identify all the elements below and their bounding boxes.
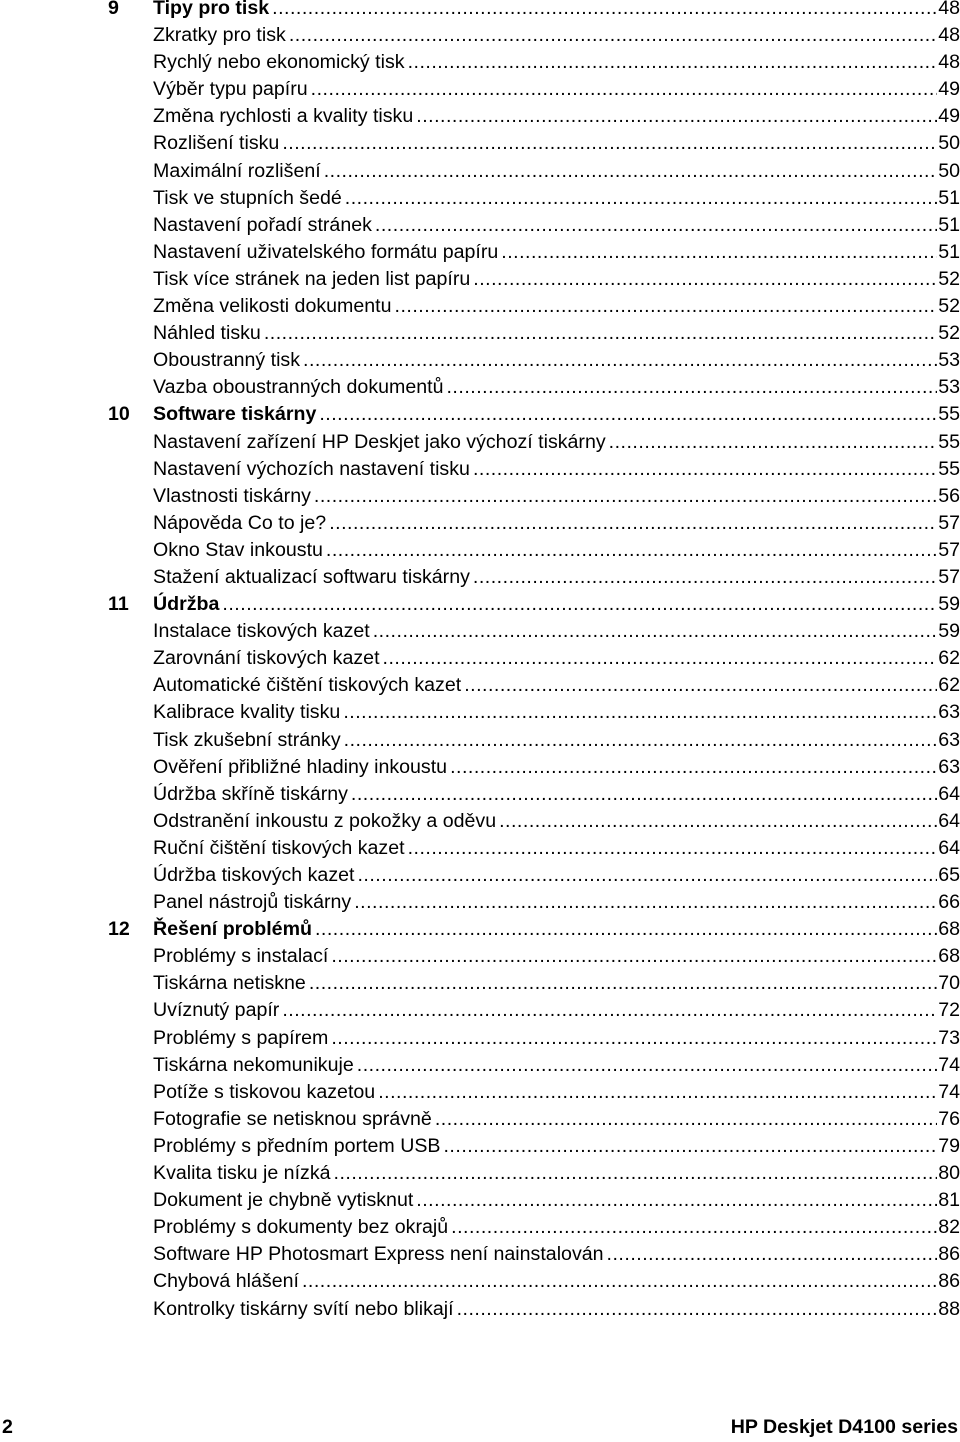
toc-entry-title: Problémy s předním portem USB	[153, 1134, 441, 1157]
toc-dot-leader	[329, 510, 937, 537]
toc-dot-leader	[609, 429, 938, 456]
toc-entry-title: Ruční čištění tiskových kazet	[153, 836, 405, 859]
toc-entry-title: Nastavení výchozích nastavení tisku	[153, 457, 470, 480]
toc-page-number: 74	[938, 1080, 960, 1103]
toc-entry-row[interactable]	[0, 781, 960, 808]
toc-page-number: 51	[938, 213, 960, 236]
toc-entry	[153, 1025, 960, 1052]
toc-entry	[153, 1187, 960, 1214]
footer-page-number: 2	[2, 1416, 13, 1438]
toc-entry-title: Problémy s papírem	[153, 1026, 329, 1049]
toc-dot-leader	[282, 130, 937, 157]
toc-entry-title: Tisk ve stupních šedé	[153, 186, 342, 209]
toc-dot-leader	[315, 916, 937, 943]
toc-page-number: 80	[938, 1162, 960, 1185]
toc-page-number: 59	[938, 593, 960, 616]
toc-entry-row[interactable]	[0, 1214, 960, 1241]
toc-page-number: 52	[938, 322, 960, 345]
toc-dot-leader	[416, 103, 937, 130]
toc-page-number: 53	[938, 376, 960, 399]
toc-entry-title: Oboustranný tisk	[153, 349, 301, 372]
toc-page-number: 73	[938, 1026, 960, 1049]
toc-entry-row[interactable]	[0, 645, 960, 672]
toc-entry-row[interactable]	[0, 76, 960, 103]
toc-entry	[153, 1106, 960, 1133]
toc-entry-row[interactable]	[0, 862, 960, 889]
toc-dot-leader	[309, 970, 937, 997]
toc-entry-title: Tiskárna nekomunikuje	[153, 1053, 354, 1076]
toc-chapter-row[interactable]	[0, 401, 960, 428]
toc-entry-row[interactable]	[0, 239, 960, 266]
toc-entry-title: Kalibrace kvality tisku	[153, 701, 341, 724]
toc-dot-leader	[607, 1241, 938, 1268]
toc-entry-row[interactable]	[0, 293, 960, 320]
toc-page-number: 48	[938, 0, 960, 19]
toc-page-number: 49	[938, 78, 960, 101]
toc-entry-row[interactable]	[0, 618, 960, 645]
toc-entry	[153, 537, 960, 564]
toc-entry-row[interactable]	[0, 970, 960, 997]
toc-entry-row[interactable]	[0, 1025, 960, 1052]
toc-entry	[153, 1241, 960, 1268]
toc-page-number: 65	[938, 864, 960, 886]
toc-entry	[153, 76, 960, 103]
toc-entry	[153, 835, 960, 862]
toc-page-number: 51	[938, 240, 960, 263]
toc-entry-row[interactable]	[0, 347, 960, 374]
toc-page-number: 49	[938, 105, 960, 128]
toc-entry	[153, 997, 960, 1024]
toc-page-number: 70	[938, 972, 960, 995]
toc-entry-row[interactable]	[0, 266, 960, 293]
toc-entry-row[interactable]	[0, 943, 960, 970]
toc-entry-row[interactable]	[0, 1052, 960, 1079]
toc-dot-leader	[314, 483, 937, 510]
toc-dot-leader	[375, 212, 937, 239]
toc-entry-row[interactable]	[0, 1296, 960, 1323]
toc-entry-row[interactable]	[0, 1241, 960, 1268]
toc-entry-title: Rychlý nebo ekonomický tisk	[153, 51, 405, 74]
toc-entry-title: Změna velikosti dokumentu	[153, 295, 392, 318]
toc-entry	[153, 1268, 960, 1295]
toc-dot-leader	[357, 1052, 937, 1079]
toc-page-number: 76	[938, 1107, 960, 1130]
toc-dot-leader	[324, 158, 938, 185]
toc-entry-title: Ověření přibližné hladiny inkoustu	[153, 755, 448, 778]
toc-entry-title: Vlastnosti tiskárny	[153, 484, 311, 507]
toc-entry-row[interactable]	[0, 103, 960, 130]
toc-dot-leader	[282, 997, 937, 1024]
toc-chapter-number: 9	[108, 0, 119, 19]
toc-entry	[153, 347, 960, 374]
toc-entry-title: Okno Stav inkoustu	[153, 538, 323, 561]
toc-dot-leader	[272, 0, 937, 22]
toc-entry-row[interactable]	[0, 374, 960, 401]
toc-entry	[153, 510, 960, 537]
toc-entry-row[interactable]	[0, 1079, 960, 1106]
toc-entry	[153, 808, 960, 835]
toc-entry-row[interactable]	[0, 699, 960, 726]
toc-entry	[153, 889, 960, 916]
toc-dot-leader	[446, 374, 937, 401]
toc-entry-row[interactable]	[0, 1106, 960, 1133]
toc-page-number: 51	[938, 186, 960, 209]
toc-dot-leader	[302, 1268, 937, 1295]
toc-entry-title: Potíže s tiskovou kazetou	[153, 1080, 376, 1103]
toc-page-number: 57	[938, 565, 960, 588]
toc-page-number: 86	[938, 1243, 960, 1266]
toc-entry-row[interactable]	[0, 564, 960, 591]
toc-entry	[153, 1133, 960, 1160]
toc-entry	[153, 22, 960, 49]
toc-entry-title: Problémy s dokumenty bez okrajů	[153, 1216, 449, 1239]
toc-entry-title: Řešení problémů	[153, 918, 312, 941]
toc-entry-row[interactable]	[0, 49, 960, 76]
toc-entry	[153, 754, 960, 781]
toc-entry-row[interactable]	[0, 754, 960, 781]
toc-entry-row[interactable]	[0, 22, 960, 49]
toc-entry-row[interactable]	[0, 130, 960, 157]
toc-entry	[153, 1079, 960, 1106]
toc-chapter-row[interactable]	[0, 0, 960, 22]
toc-entry-title: Tisk zkušební stránky	[153, 728, 341, 751]
toc-page-number: 62	[938, 674, 960, 697]
toc-page-number: 64	[938, 836, 960, 859]
toc-entry	[153, 429, 960, 456]
toc-entry-title: Automatické čištění tiskových kazet	[153, 674, 462, 697]
toc-entry-title: Údržba skříně tiskárny	[153, 782, 348, 805]
toc-chapter-number: 11	[108, 593, 129, 616]
toc-page-number: 88	[938, 1297, 960, 1320]
toc-entry-title: Tisk více stránek na jeden list papíru	[153, 267, 471, 290]
toc-dot-leader	[473, 266, 937, 293]
toc-page-number: 82	[938, 1216, 960, 1239]
toc-entry	[153, 916, 960, 943]
toc-entry-row[interactable]	[0, 997, 960, 1024]
toc-entry-title: Údržba tiskových kazet	[153, 864, 355, 886]
toc-dot-leader	[345, 185, 937, 212]
toc-entry	[153, 320, 960, 347]
toc-entry-row[interactable]	[0, 456, 960, 483]
toc-page-number: 52	[938, 295, 960, 318]
toc-dot-leader	[457, 1296, 938, 1323]
toc-entry-title: Software HP Photosmart Express není nainstalován	[153, 1243, 604, 1266]
toc-entry-title: Chybová hlášení	[153, 1270, 299, 1293]
toc-page-number: 57	[938, 511, 960, 534]
toc-entry-title: Změna rychlosti a kvality tisku	[153, 105, 414, 128]
toc-dot-leader	[408, 49, 938, 76]
toc-page-number: 79	[938, 1134, 960, 1157]
toc-page-number: 48	[938, 51, 960, 74]
toc-entry-row[interactable]	[0, 212, 960, 239]
footer-product-name: HP Deskjet D4100 series	[730, 1416, 958, 1438]
toc-page-number: 86	[938, 1270, 960, 1293]
toc-page-number: 63	[938, 755, 960, 778]
toc-entry-title: Kontrolky tiskárny svítí nebo blikají	[153, 1297, 454, 1320]
toc-entry-row[interactable]	[0, 158, 960, 185]
toc-entry-title: Dokument je chybně vytisknut	[153, 1189, 414, 1212]
toc-entry	[153, 943, 960, 970]
toc-entry-title: Údržba	[153, 593, 220, 616]
toc-page-number: 55	[938, 457, 960, 480]
toc-entry	[153, 862, 960, 889]
toc-entry	[153, 672, 960, 699]
toc-entry	[153, 970, 960, 997]
toc-dot-leader	[343, 699, 937, 726]
toc-entry	[153, 564, 960, 591]
toc-page-number: 52	[938, 267, 960, 290]
toc-page-number: 55	[938, 430, 960, 453]
toc-entry-row[interactable]	[0, 429, 960, 456]
toc-page-number: 66	[938, 891, 960, 914]
toc-dot-leader	[395, 293, 938, 320]
toc-entry-row[interactable]	[0, 1187, 960, 1214]
toc-entry	[153, 239, 960, 266]
toc-entry-row[interactable]	[0, 537, 960, 564]
toc-entry-row[interactable]	[0, 835, 960, 862]
toc-chapter-number: 10	[108, 403, 130, 426]
toc-entry-title: Nastavení zařízení HP Deskjet jako výchozí tiskárny	[153, 430, 606, 453]
toc-entry	[153, 1052, 960, 1079]
toc-entry-title: Software tiskárny	[153, 403, 317, 426]
toc-page-number: 50	[938, 132, 960, 155]
toc-entry	[153, 374, 960, 401]
toc-page-number: 62	[938, 647, 960, 670]
toc-dot-leader	[499, 808, 937, 835]
toc-entry-title: Tipy pro tisk	[153, 0, 270, 19]
toc-dot-leader	[311, 76, 938, 103]
toc-chapter-row[interactable]	[0, 591, 960, 618]
toc-page-number: 68	[938, 918, 960, 941]
toc-entry	[153, 401, 960, 428]
toc-page-number: 74	[938, 1053, 960, 1076]
toc-entry	[153, 727, 960, 754]
toc-dot-leader	[450, 754, 937, 781]
toc-entry-title: Maximální rozlišení	[153, 159, 321, 182]
toc-entry	[153, 1160, 960, 1187]
toc-dot-leader	[501, 239, 937, 266]
toc-entry-title: Náhled tisku	[153, 322, 261, 345]
toc-page-number: 68	[938, 945, 960, 968]
toc-page-number: 56	[938, 484, 960, 507]
toc-page-number: 50	[938, 159, 960, 182]
toc-page-number: 81	[938, 1189, 960, 1212]
toc-dot-leader	[443, 1133, 937, 1160]
toc-page-number: 55	[938, 403, 960, 426]
toc-entry	[153, 158, 960, 185]
toc-dot-leader	[319, 401, 937, 428]
toc-entry-row[interactable]	[0, 483, 960, 510]
toc-entry-title: Zkratky pro tisk	[153, 24, 286, 47]
toc-dot-leader	[331, 943, 937, 970]
toc-entry	[153, 645, 960, 672]
toc-page-number: 64	[938, 809, 960, 832]
toc-entry-title: Rozlišení tisku	[153, 132, 280, 155]
toc-dot-leader	[264, 320, 937, 347]
toc-dot-leader	[289, 22, 937, 49]
toc-entry-row[interactable]	[0, 1268, 960, 1295]
toc-entry-title: Fotografie se netisknou správně	[153, 1107, 432, 1130]
toc-dot-leader	[222, 591, 937, 618]
toc-chapter-row[interactable]	[0, 916, 960, 943]
toc-entry-row[interactable]	[0, 1133, 960, 1160]
toc-entry	[153, 293, 960, 320]
toc-entry-row[interactable]	[0, 510, 960, 537]
toc-dot-leader	[416, 1187, 937, 1214]
toc-entry-row[interactable]	[0, 320, 960, 347]
toc-entry	[153, 212, 960, 239]
toc-entry	[153, 49, 960, 76]
toc-entry-row[interactable]	[0, 185, 960, 212]
toc-page-number: 57	[938, 538, 960, 561]
toc-dot-leader	[464, 672, 937, 699]
toc-entry-title: Problémy s instalací	[153, 945, 329, 968]
toc-page-number: 48	[938, 24, 960, 47]
toc-entry	[153, 456, 960, 483]
toc-entry-title: Nastavení pořadí stránek	[153, 213, 372, 236]
toc-dot-leader	[373, 618, 937, 645]
page-footer	[0, 1416, 960, 1442]
toc-entry-title: Panel nástrojů tiskárny	[153, 891, 352, 914]
toc-dot-leader	[473, 456, 937, 483]
toc-entry-row[interactable]	[0, 672, 960, 699]
toc-page-number: 63	[938, 701, 960, 724]
toc-entry-row[interactable]	[0, 727, 960, 754]
toc-entry	[153, 1214, 960, 1241]
toc-dot-leader	[354, 889, 937, 916]
toc-entry	[153, 266, 960, 293]
toc-entry	[153, 699, 960, 726]
toc-dot-leader	[435, 1106, 937, 1133]
toc-page-number: 63	[938, 728, 960, 751]
toc-dot-leader	[344, 727, 938, 754]
toc-entry-title: Instalace tiskových kazet	[153, 620, 370, 643]
toc-chapter-number: 12	[108, 918, 130, 941]
toc-entry-title: Odstranění inkoustu z pokožky a oděvu	[153, 809, 497, 832]
toc-entry-title: Zarovnání tiskových kazet	[153, 647, 380, 670]
toc-entry-title: Tiskárna netiskne	[153, 972, 306, 995]
toc-entry	[153, 618, 960, 645]
toc-dot-leader	[451, 1214, 937, 1241]
toc-entry-title: Nápověda Co to je?	[153, 511, 327, 534]
toc-entry	[153, 483, 960, 510]
toc-entry-row[interactable]	[0, 1160, 960, 1187]
toc-dot-leader	[473, 564, 937, 591]
toc-dot-leader	[357, 862, 937, 889]
toc-entry	[153, 1296, 960, 1323]
toc-entry-row[interactable]	[0, 889, 960, 916]
toc-dot-leader	[408, 835, 938, 862]
toc-entry	[153, 781, 960, 808]
toc-entry	[153, 185, 960, 212]
toc-entry-title: Stažení aktualizací softwaru tiskárny	[153, 565, 470, 588]
toc-entry	[153, 591, 960, 618]
toc-entry-row[interactable]	[0, 808, 960, 835]
toc-dot-leader	[303, 347, 937, 374]
toc-page-number: 72	[938, 999, 960, 1022]
toc-entry-title: Nastavení uživatelského formátu papíru	[153, 240, 499, 263]
toc-entry	[153, 130, 960, 157]
toc-entry	[153, 103, 960, 130]
toc-dot-leader	[331, 1025, 937, 1052]
toc-page-number: 59	[938, 620, 960, 643]
toc-dot-leader	[383, 645, 938, 672]
toc-dot-leader	[378, 1079, 937, 1106]
toc-page-number: 64	[938, 782, 960, 805]
toc-dot-leader	[326, 537, 937, 564]
toc-entry-title: Výběr typu papíru	[153, 78, 308, 101]
toc-dot-leader	[351, 781, 937, 808]
toc-entry	[153, 0, 960, 22]
toc-entry-title: Vazba oboustranných dokumentů	[153, 376, 444, 399]
toc-page-number: 53	[938, 349, 960, 372]
toc-entry-title: Uvíznutý papír	[153, 999, 280, 1022]
toc-dot-leader	[334, 1160, 938, 1187]
toc-entry-title: Kvalita tisku je nízká	[153, 1162, 331, 1185]
